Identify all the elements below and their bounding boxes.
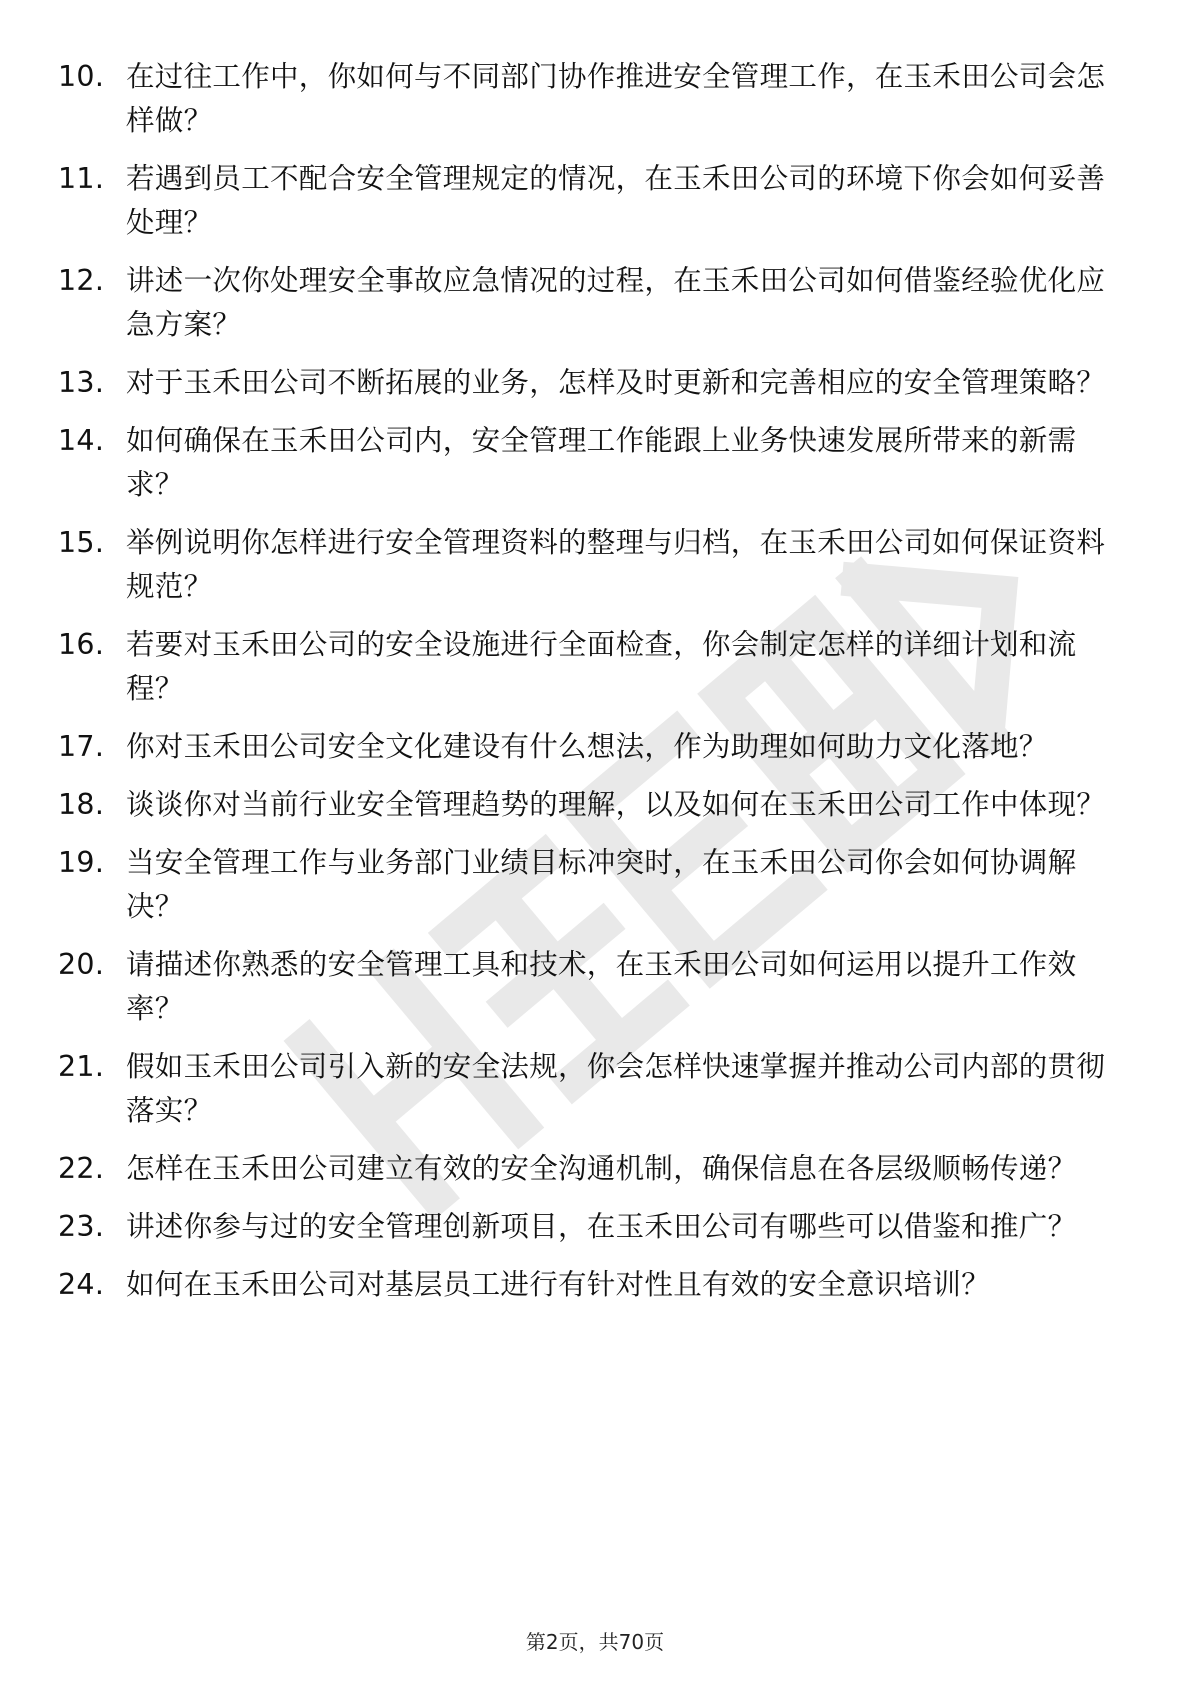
list-item	[58, 783, 1118, 827]
list-item	[58, 841, 1118, 929]
question-text: 请描述你熟悉的安全管理工具和技术，在玉禾田公司如何运用以提升工作效率？	[126, 948, 1077, 1025]
question-number: 22.	[58, 1152, 105, 1185]
question-text: 如何在玉禾田公司对基层员工进行有针对性且有效的安全意识培训？	[126, 1268, 991, 1301]
question-number: 19.	[58, 846, 105, 879]
question-text: 如何确保在玉禾田公司内，安全管理工作能跟上业务快速发展所带来的新需求？	[126, 424, 1077, 501]
list-item	[58, 1045, 1118, 1133]
question-text: 假如玉禾田公司引入新的安全法规，你会怎样快速掌握并推动公司内部的贯彻落实？	[126, 1050, 1106, 1127]
question-number: 23.	[58, 1210, 105, 1243]
list-item	[58, 521, 1118, 609]
list-item	[58, 943, 1118, 1031]
question-text: 讲述一次你处理安全事故应急情况的过程，在玉禾田公司如何借鉴经验优化应急方案？	[126, 264, 1106, 341]
question-number: 18.	[58, 788, 105, 821]
question-text: 讲述你参与过的安全管理创新项目，在玉禾田公司有哪些可以借鉴和推广？	[126, 1210, 1077, 1243]
question-number: 17.	[58, 730, 105, 763]
question-text: 在过往工作中，你如何与不同部门协作推进安全管理工作，在玉禾田公司会怎样做？	[126, 60, 1106, 137]
question-text: 谈谈你对当前行业安全管理趋势的理解，以及如何在玉禾田公司工作中体现？	[126, 788, 1106, 821]
question-number: 20.	[58, 948, 105, 981]
question-text: 举例说明你怎样进行安全管理资料的整理与归档，在玉禾田公司如何保证资料规范？	[126, 526, 1106, 603]
question-list	[58, 55, 1118, 1321]
question-number: 21.	[58, 1050, 105, 1083]
list-item	[58, 1263, 1118, 1307]
question-text: 对于玉禾田公司不断拓展的业务，怎样及时更新和完善相应的安全管理策略？	[126, 366, 1106, 399]
list-item	[58, 1147, 1118, 1191]
question-number: 14.	[58, 424, 105, 457]
list-item	[58, 55, 1118, 143]
question-number: 24.	[58, 1268, 105, 1301]
list-item	[58, 419, 1118, 507]
question-text: 若要对玉禾田公司的安全设施进行全面检查，你会制定怎样的详细计划和流程？	[126, 628, 1077, 705]
list-item	[58, 1205, 1118, 1249]
list-item	[58, 157, 1118, 245]
question-number: 13.	[58, 366, 105, 399]
question-number: 15.	[58, 526, 105, 559]
question-text: 你对玉禾田公司安全文化建设有什么想法，作为助理如何助力文化落地？	[126, 730, 1048, 763]
question-text: 若遇到员工不配合安全管理规定的情况，在玉禾田公司的环境下你会如何妥善处理？	[126, 162, 1106, 239]
list-item	[58, 725, 1118, 769]
question-text: 怎样在玉禾田公司建立有效的安全沟通机制，确保信息在各层级顺畅传递？	[126, 1152, 1077, 1185]
page-footer: 第2页，共70页	[525, 1630, 665, 1654]
question-text: 当安全管理工作与业务部门业绩目标冲突时，在玉禾田公司你会如何协调解决？	[126, 846, 1077, 923]
question-number: 12.	[58, 264, 105, 297]
list-item	[58, 361, 1118, 405]
question-number: 16.	[58, 628, 105, 661]
question-number: 10.	[58, 60, 105, 93]
list-item	[58, 259, 1118, 347]
question-number: 11.	[58, 162, 105, 195]
list-item	[58, 623, 1118, 711]
